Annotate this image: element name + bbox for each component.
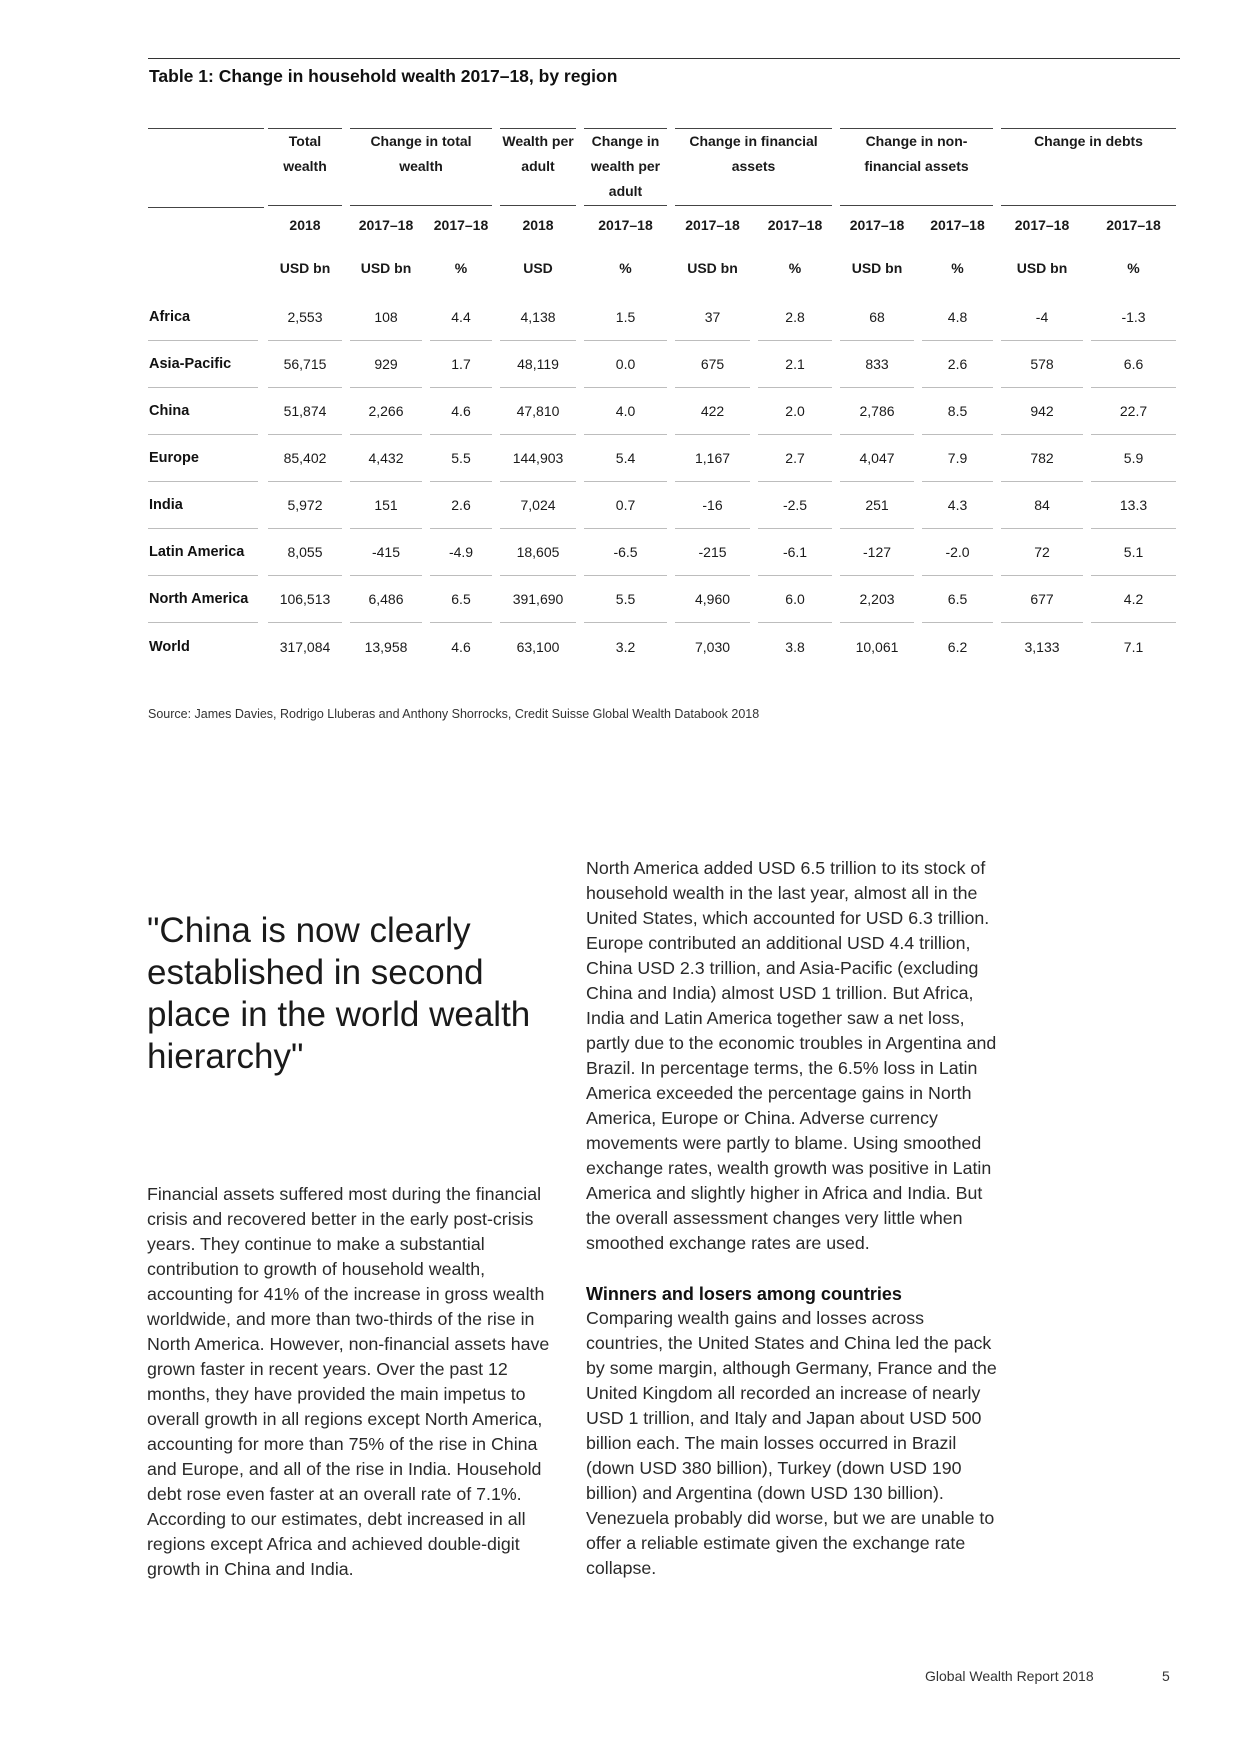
right-column — [586, 856, 1006, 1581]
value-cell: 6.5 — [918, 576, 997, 623]
year-header: 2017–18 — [358, 217, 414, 233]
table-row — [148, 435, 1180, 482]
region-cell: World — [149, 638, 190, 655]
value-cell: 2.1 — [754, 341, 836, 388]
value-cell: -4 — [997, 294, 1087, 341]
top-rule — [148, 58, 1180, 59]
value-cell: 6.0 — [754, 576, 836, 623]
region-cell: Latin America — [148, 529, 264, 576]
value-cell: 677 — [997, 576, 1087, 623]
value-cell: 84 — [997, 482, 1087, 529]
value-cell: 391,690 — [496, 576, 580, 623]
value-cell: 13,958 — [364, 638, 408, 655]
unit-header: USD bn — [1016, 260, 1068, 276]
value-cell: 8.5 — [918, 388, 997, 435]
table-row — [148, 576, 1180, 623]
value-cell: 5.5 — [426, 435, 496, 482]
value-cell: 3.8 — [785, 638, 805, 655]
table-row — [148, 294, 1180, 341]
value-cell: 4.8 — [918, 294, 997, 341]
value-cell: 7.1 — [1123, 638, 1144, 655]
value-cell: 5,972 — [264, 482, 346, 529]
value-cell: -4.9 — [426, 529, 496, 576]
unit-header: % — [951, 260, 964, 276]
wealth-table — [148, 128, 1180, 670]
group-header: Change in non-financial assets — [836, 128, 997, 208]
table-row — [148, 482, 1180, 529]
value-cell: 2,786 — [836, 388, 918, 435]
value-cell: 4,960 — [671, 576, 754, 623]
value-cell: 4,138 — [496, 294, 580, 341]
body-paragraph: Comparing wealth gains and losses across countries, the United States and China led the pack by some margin, although Germany, France and the United Kingdom all recorded an increase of nearly USD 1 trillion, and Italy and Japan about USD 500 billion each. The main losses occurred in Brazil (down USD 380 billion), Turkey (down USD 190 billion) and Argentina (down USD 130 billion). Venezuela probably did worse, but we are unable to offer a reliable estimate given the exchange rate collapse. — [586, 1308, 997, 1578]
value-cell: 6.6 — [1087, 341, 1180, 388]
region-cell: Africa — [148, 294, 264, 341]
year-header: 2018 — [522, 217, 554, 233]
value-cell: 5.9 — [1087, 435, 1180, 482]
region-cell: North America — [148, 576, 264, 623]
value-cell: 108 — [346, 294, 426, 341]
year-header: 2017–18 — [930, 217, 985, 233]
region-cell: China — [148, 388, 264, 435]
left-column — [147, 1182, 567, 1582]
value-cell: -6.1 — [754, 529, 836, 576]
value-cell: 106,513 — [264, 576, 346, 623]
value-cell: 2,203 — [836, 576, 918, 623]
year-header: 2017–18 — [598, 217, 653, 233]
pull-quote: "China is now clearly established in second place in the world wealth hierarchy" — [147, 911, 531, 1076]
value-cell: 7,024 — [496, 482, 580, 529]
unit-header: % — [454, 260, 468, 276]
value-cell: 4,432 — [346, 435, 426, 482]
value-cell: 3,133 — [1024, 638, 1060, 655]
value-cell: 1,167 — [671, 435, 754, 482]
value-cell: 942 — [997, 388, 1087, 435]
group-header: Total wealth — [264, 128, 346, 208]
year-header: 2017–18 — [685, 217, 740, 233]
region-cell: Europe — [148, 435, 264, 482]
unit-header: % — [1127, 260, 1140, 276]
value-cell: 782 — [997, 435, 1087, 482]
unit-header: USD bn — [851, 260, 903, 276]
value-cell: 7.9 — [918, 435, 997, 482]
year-header-blank — [148, 208, 264, 242]
value-cell: -415 — [346, 529, 426, 576]
value-cell: 56,715 — [264, 341, 346, 388]
table-source: Source: James Davies, Rodrigo Lluberas and Anthony Shorrocks, Credit Suisse Global Wealth Databook 2018 — [148, 707, 760, 721]
value-cell: 10,061 — [855, 638, 899, 655]
value-cell: 47,810 — [496, 388, 580, 435]
group-header: Wealth per adult — [496, 128, 580, 208]
value-cell: 2.7 — [754, 435, 836, 482]
value-cell: 675 — [671, 341, 754, 388]
value-cell: 151 — [346, 482, 426, 529]
value-cell: 1.5 — [580, 294, 671, 341]
value-cell: 8,055 — [264, 529, 346, 576]
value-cell: 0.0 — [580, 341, 671, 388]
unit-header: USD — [523, 260, 553, 276]
value-cell: 48,119 — [496, 341, 580, 388]
unit-header: % — [619, 260, 632, 276]
value-cell: 5.4 — [580, 435, 671, 482]
value-cell: 22.7 — [1087, 388, 1180, 435]
value-cell: 2,266 — [346, 388, 426, 435]
value-cell: -127 — [836, 529, 918, 576]
value-cell: -16 — [671, 482, 754, 529]
value-cell: 2.6 — [918, 341, 997, 388]
header-blank — [148, 128, 264, 208]
value-cell: 2.0 — [754, 388, 836, 435]
value-cell: 4.6 — [451, 638, 471, 655]
value-cell: 4.4 — [426, 294, 496, 341]
year-header: 2017–18 — [1106, 217, 1161, 233]
value-cell: 578 — [997, 341, 1087, 388]
section-heading: Winners and losers among countries — [586, 1284, 902, 1304]
unit-header: USD bn — [360, 260, 412, 276]
value-cell: 4.0 — [580, 388, 671, 435]
value-cell: 0.7 — [580, 482, 671, 529]
table-row — [148, 623, 1180, 670]
group-header-row — [148, 128, 1180, 208]
value-cell: 833 — [836, 341, 918, 388]
value-cell: -1.3 — [1087, 294, 1180, 341]
year-header-row — [148, 208, 1180, 242]
table-row — [148, 529, 1180, 576]
group-header: Change in wealth per adult — [580, 128, 671, 208]
value-cell: 929 — [346, 341, 426, 388]
year-header: 2018 — [289, 217, 321, 233]
unit-header: USD bn — [687, 260, 738, 276]
group-header: Change in total wealth — [346, 128, 496, 208]
value-cell: 2.8 — [754, 294, 836, 341]
footer-report-title: Global Wealth Report 2018 — [925, 1668, 1094, 1684]
value-cell: 13.3 — [1087, 482, 1180, 529]
unit-header-row — [148, 242, 1180, 294]
value-cell: 72 — [997, 529, 1087, 576]
value-cell: 37 — [671, 294, 754, 341]
year-header: 2017–18 — [433, 217, 489, 233]
value-cell: 2,553 — [264, 294, 346, 341]
table-row — [148, 388, 1180, 435]
region-cell: India — [148, 482, 264, 529]
value-cell: 7,030 — [694, 638, 731, 655]
value-cell: 85,402 — [264, 435, 346, 482]
value-cell: -2.5 — [754, 482, 836, 529]
value-cell: 63,100 — [516, 638, 560, 655]
value-cell: 6,486 — [346, 576, 426, 623]
unit-header: % — [788, 260, 802, 276]
table-title: Table 1: Change in household wealth 2017–18, by region — [149, 66, 618, 86]
table-row — [148, 341, 1180, 388]
unit-header: USD bn — [279, 260, 331, 276]
value-cell: -6.5 — [580, 529, 671, 576]
value-cell: 4,047 — [836, 435, 918, 482]
value-cell: 144,903 — [496, 435, 580, 482]
value-cell: 4.3 — [918, 482, 997, 529]
value-cell: 2.6 — [426, 482, 496, 529]
unit-header-blank — [148, 242, 264, 294]
region-cell: Asia-Pacific — [148, 341, 264, 388]
value-cell: 317,084 — [279, 638, 331, 655]
value-cell: 68 — [836, 294, 918, 341]
value-cell: 4.2 — [1087, 576, 1180, 623]
value-cell: 3.2 — [615, 638, 636, 655]
year-header: 2017–18 — [1014, 217, 1070, 233]
body-paragraph: Financial assets suffered most during the financial crisis and recovered better in the early post-crisis years. They continue to make a substantial contribution to growth of household wealth, accounting for 41% of the increase in gross wealth worldwide, and more than two-thirds of the rise in North America. However, non-financial assets have grown faster in recent years. Over the past 12 months, they have provided the main impetus to overall growth in all regions except North America, accounting for more than 75% of the rise in China and Europe, and all of the rise in India. Household debt rose even faster at an overall rate of 7.1%. According to our estimates, debt increased in all regions except Africa and achieved double-digit growth in China and India. — [147, 1184, 550, 1579]
group-header: Change in financial assets — [671, 128, 836, 208]
value-cell: 6.5 — [426, 576, 496, 623]
value-cell: 4.6 — [426, 388, 496, 435]
value-cell: 18,605 — [496, 529, 580, 576]
body-paragraph: North America added USD 6.5 trillion to its stock of household wealth in the last year, almost all in the United States, which accounted for USD 6.3 trillion. Europe contributed an additional USD 4.4 trillion, China USD 2.3 trillion, and Asia-Pacific (excluding China and India) almost USD 1 trillion. But Africa, India and Latin America together saw a net loss, partly due to the economic troubles in Argentina and Brazil. In percentage terms, the 6.5% loss in Latin America exceeded the percentage gains in North America, Europe or China. Adverse currency movements were partly to blame. Using smoothed exchange rates, wealth growth was positive in Latin America and slightly higher in Africa and India. But the overall assessment changes very little when smoothed exchange rates are used. — [586, 858, 997, 1253]
year-header: 2017–18 — [767, 217, 823, 233]
group-header: Change in debts — [997, 128, 1180, 208]
year-header: 2017–18 — [849, 217, 905, 233]
value-cell: 422 — [671, 388, 754, 435]
value-cell: 51,874 — [264, 388, 346, 435]
value-cell: -215 — [671, 529, 754, 576]
value-cell: 6.2 — [947, 638, 968, 655]
value-cell: 5.5 — [580, 576, 671, 623]
page-number: 5 — [1162, 1668, 1170, 1684]
value-cell: 5.1 — [1087, 529, 1180, 576]
value-cell: 251 — [836, 482, 918, 529]
value-cell: -2.0 — [918, 529, 997, 576]
value-cell: 1.7 — [426, 341, 496, 388]
